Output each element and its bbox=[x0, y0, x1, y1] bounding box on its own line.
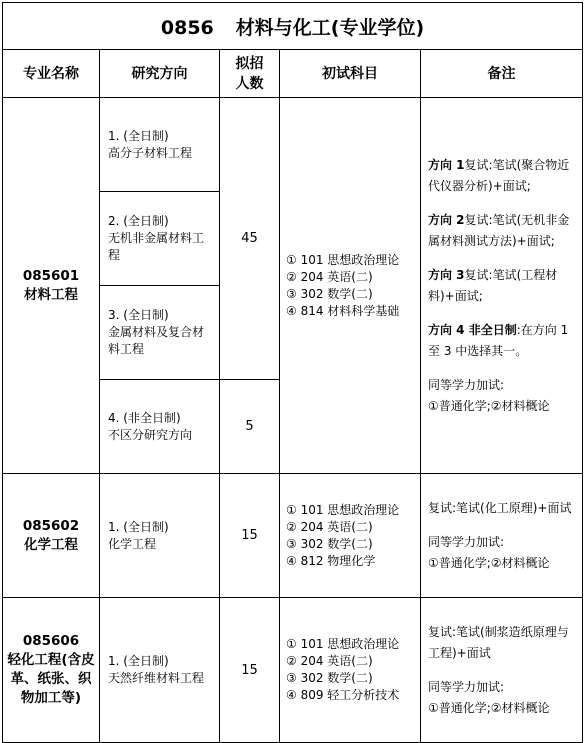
direction-cell bbox=[100, 474, 220, 598]
subject-item: ④ 809 轻工分析技术 bbox=[286, 688, 400, 702]
title-name: 材料与化工(专业学位) bbox=[235, 16, 425, 39]
direction-name: 无机非金属材料工程 bbox=[108, 231, 205, 262]
remarks-cell bbox=[421, 98, 583, 474]
subject-item: ① 101 思想政治理论 bbox=[286, 502, 400, 517]
remark-item: 方向 1复试:笔试(聚合物近代仪器分析)+面试; bbox=[428, 157, 570, 193]
subject-item: ① 101 思想政治理论 bbox=[286, 252, 400, 267]
program-table bbox=[2, 2, 583, 743]
quota-cell: 5 bbox=[220, 380, 280, 474]
major-code: 085606 bbox=[22, 633, 80, 649]
direction-name: 金属材料及复合材料工程 bbox=[108, 325, 205, 356]
major-085602 bbox=[3, 474, 100, 598]
exam-subjects bbox=[280, 598, 421, 743]
subject-item: ④ 812 物理化学 bbox=[286, 553, 376, 568]
direction-cell bbox=[100, 598, 220, 743]
remark-extra: 同等学力加试: ①普通化学;②材料概论 bbox=[428, 534, 550, 570]
remarks-cell bbox=[421, 598, 583, 743]
header-major: 专业名称 bbox=[3, 50, 100, 98]
remark-item: 复试:笔试(化工原理)+面试 bbox=[428, 500, 572, 515]
major-085601 bbox=[3, 98, 100, 474]
quota-cell: 45 bbox=[220, 98, 280, 380]
remark-item: 复试:笔试(制浆造纸原理与工程)+面试 bbox=[428, 624, 569, 660]
header-quota-line1: 拟招 bbox=[235, 55, 264, 72]
major-code: 085601 bbox=[22, 267, 80, 284]
subject-item: ② 204 英语(二) bbox=[286, 269, 373, 284]
major-code: 085602 bbox=[22, 517, 80, 534]
title-code: 0856 bbox=[160, 16, 214, 39]
direction-name: 不区分研究方向 bbox=[108, 427, 193, 442]
direction-mode: 1. (全日制) bbox=[108, 128, 169, 143]
remark-item: 方向 2复试:笔试(无机非金属材料测试方法)+面试; bbox=[428, 212, 570, 248]
direction-mode: 1. (全日制) bbox=[108, 519, 169, 534]
direction-cell bbox=[100, 380, 220, 474]
subject-item: ② 204 英语(二) bbox=[286, 519, 373, 534]
direction-cell bbox=[100, 192, 220, 286]
header-remarks: 备注 bbox=[421, 50, 583, 98]
header-quota bbox=[220, 50, 280, 98]
major-name: 轻化工程(含皮革、纸张、织物加工等) bbox=[7, 652, 95, 706]
remarks-cell bbox=[421, 474, 583, 598]
direction-mode: 3. (全日制) bbox=[108, 308, 169, 322]
remark-item: 方向 3复试:笔试(工程材料)+面试; bbox=[428, 267, 558, 303]
subject-item: ③ 302 数学(二) bbox=[286, 671, 373, 685]
direction-mode: 1. (全日制) bbox=[108, 654, 169, 668]
exam-subjects bbox=[280, 98, 421, 474]
direction-name: 天然纤维材料工程 bbox=[108, 671, 205, 685]
direction-name: 高分子材料工程 bbox=[108, 145, 193, 160]
major-name: 材料工程 bbox=[24, 286, 78, 303]
direction-mode: 4. (非全日制) bbox=[108, 410, 181, 425]
remark-item: 方向 4 非全日制:在方向 1 至 3 中选择其一。 bbox=[428, 322, 569, 358]
page-title bbox=[3, 3, 583, 50]
major-085606 bbox=[3, 598, 100, 743]
direction-cell bbox=[100, 286, 220, 380]
header-quota-line2: 人数 bbox=[235, 75, 264, 92]
subject-item: ③ 302 数学(二) bbox=[286, 536, 373, 551]
major-name: 化学工程 bbox=[24, 536, 78, 553]
subject-item: ① 101 思想政治理论 bbox=[286, 637, 400, 651]
remark-extra: 同等学力加试: ①普通化学;②材料概论 bbox=[428, 679, 550, 715]
direction-cell bbox=[100, 98, 220, 192]
exam-subjects bbox=[280, 474, 421, 598]
subject-item: ② 204 英语(二) bbox=[286, 654, 373, 668]
quota-cell: 15 bbox=[220, 598, 280, 743]
direction-name: 化学工程 bbox=[108, 536, 157, 551]
direction-mode: 2. (全日制) bbox=[108, 214, 169, 228]
header-exam: 初试科目 bbox=[280, 50, 421, 98]
table-row bbox=[3, 598, 583, 743]
quota-cell: 15 bbox=[220, 474, 280, 598]
remark-extra: 同等学力加试: ①普通化学;②材料概论 bbox=[428, 377, 550, 413]
table-row bbox=[3, 474, 583, 598]
header-direction: 研究方向 bbox=[100, 50, 220, 98]
subject-item: ③ 302 数学(二) bbox=[286, 286, 373, 301]
subject-item: ④ 814 材料科学基础 bbox=[286, 303, 400, 318]
table-row bbox=[3, 98, 583, 192]
header-row bbox=[3, 50, 583, 98]
